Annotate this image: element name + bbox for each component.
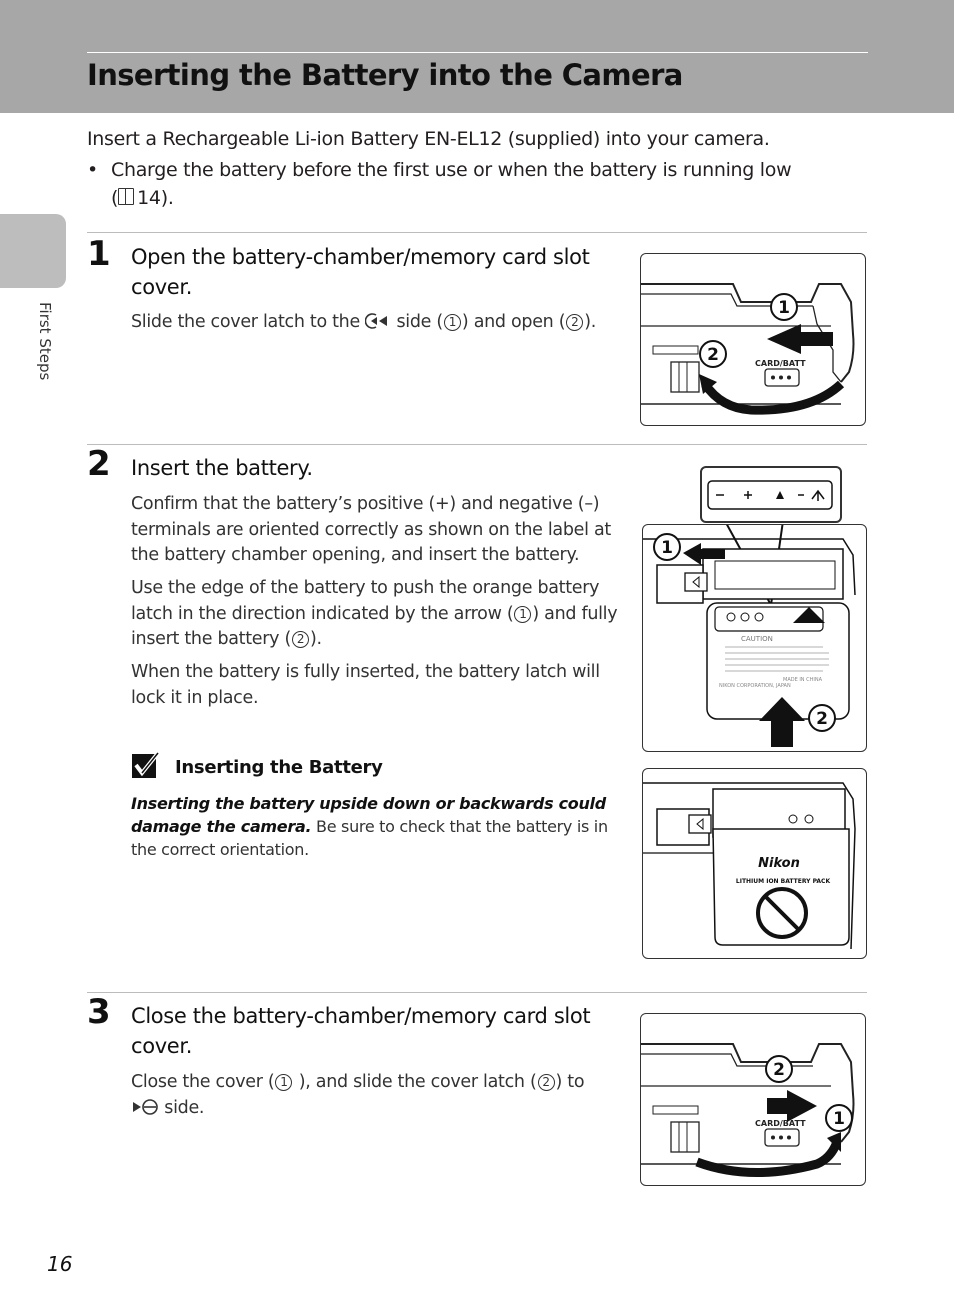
step-1-body-b: side ( [391,312,443,332]
checkmark-note-icon [131,751,161,779]
step-1-number: 1 [87,234,111,274]
bullet-dot-icon: • [87,159,98,181]
step-2-para-2-c: ). [310,629,322,649]
brand-label: Nikon [758,856,800,871]
bullet-text [111,156,831,212]
bullet-text-main: Charge the battery before the first use or when the battery is running low [111,159,792,181]
figure-terminal-label [700,466,842,523]
step-1-body-c: ) and open ( [461,312,566,332]
note-warning: Inserting the battery upside down or backwards could damage the camera. [131,794,606,836]
step-3-body-c: ) to [555,1072,585,1092]
bullet-open-paren: ( [111,187,119,209]
battery-type-label: LITHIUM ION BATTERY PACK [735,878,831,885]
fig3-marker-1: 1 [833,1109,845,1129]
maker-label: NIKON CORPORATION, JAPAN [719,683,791,689]
step-1-body [131,310,621,336]
page-title: Inserting the Battery into the Camera [87,58,683,92]
figure-open-cover [640,253,866,426]
step-3-body-d: side. [159,1097,205,1118]
header-rule [87,52,868,53]
note-body [131,792,611,861]
marker-1: 1 [275,1074,292,1091]
marker-2: 2 [566,314,583,331]
divider [87,232,867,233]
fig1-marker-2: 2 [707,345,719,365]
fig2-marker-2: 2 [816,709,828,729]
figure-insert-battery [642,524,867,752]
fig3-marker-2: 2 [773,1060,785,1080]
step-3-title: Close the battery-chamber/memory card slot cover. [131,1004,591,1058]
bullet-page-ref[interactable]: 14). [137,187,174,209]
note-text: Be sure to check that the battery is in the correct orientation. [131,817,608,859]
caution-label: CAUTION [741,635,773,643]
note-title: Inserting the Battery [175,757,383,778]
step-2-para-1: Confirm that the battery’s positive (+) and negative (–) terminals are oriented correctly as shown on the label at the battery chamber opening, and insert the battery. [131,494,611,565]
marker-2: 2 [292,631,309,648]
fig1-marker-1: 1 [778,298,790,318]
step-2-title: Insert the battery. [131,456,313,480]
open-side-icon [365,313,391,329]
divider [87,444,867,445]
step-2-para-3: When the battery is fully inserted, the battery latch will lock it in place. [131,662,600,708]
page-number: 16 [47,1252,73,1276]
header-band [0,0,954,113]
step-2-para-2 [131,576,621,653]
page-reference-icon [118,188,134,205]
marker-1: 1 [444,314,461,331]
card-batt-label: CARD/BATT [755,1119,806,1128]
figure-close-cover [640,1013,866,1186]
divider [87,992,867,993]
step-1-body-d: ). [584,312,597,332]
step-1-title: Open the battery-chamber/memory card slot cover. [131,245,590,299]
marker-1: 1 [514,606,531,623]
step-3-body-b: ), and slide the cover latch ( [293,1072,537,1092]
step-2-para-2-a: Use the edge of the battery to push the orange battery latch in the direction indicated by the arrow ( [131,578,600,624]
lock-side-icon [131,1099,159,1115]
step-3-body [131,1070,621,1121]
fig2-marker-1: 1 [661,538,673,558]
step-2-para-2-b: ) and fully insert the battery ( [131,603,618,649]
figure-wrong-orientation [642,768,867,959]
chapter-tab[interactable] [0,214,66,288]
intro-text: Insert a Rechargeable Li-ion Battery EN-EL12 (supplied) into your camera. [87,128,770,150]
card-batt-label: CARD/BATT [755,359,806,368]
marker-2: 2 [538,1074,555,1091]
step-2-number: 2 [87,444,111,484]
chapter-tab-label: First Steps [36,302,54,381]
step-1-body-a: Slide the cover latch to the [131,312,366,332]
step-3-number: 3 [87,992,111,1032]
made-in-label: MADE IN CHINA [783,677,823,683]
step-3-body-a: Close the cover ( [131,1072,275,1092]
